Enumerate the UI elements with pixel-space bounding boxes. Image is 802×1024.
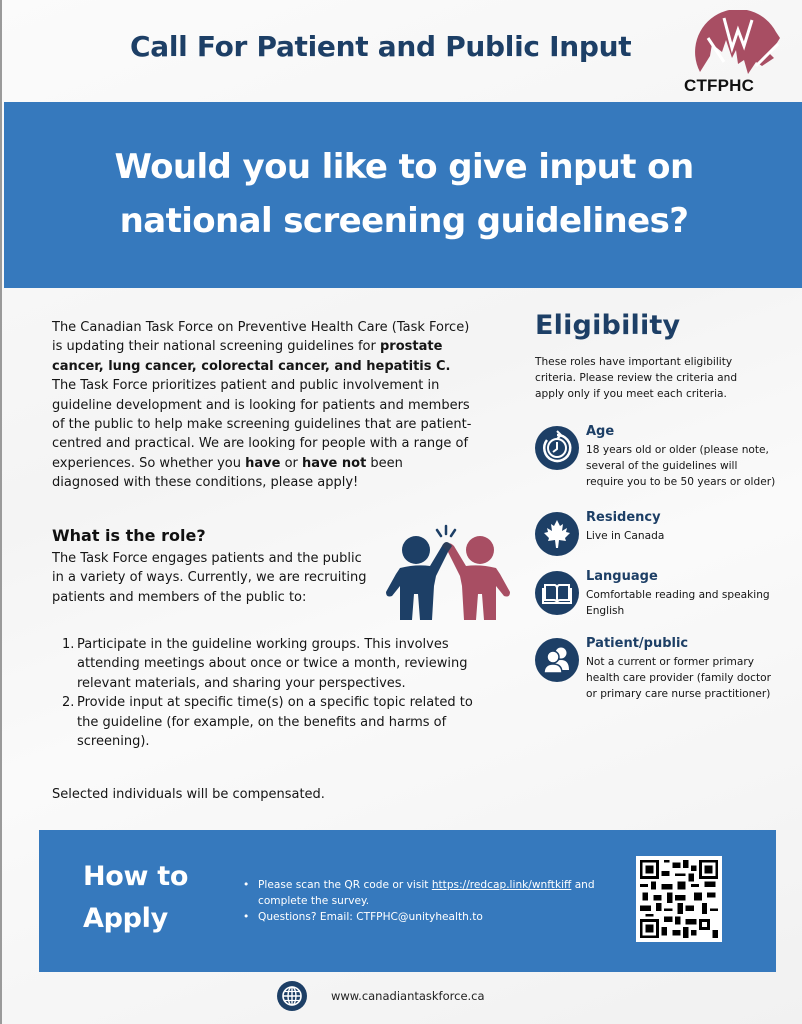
- apply-step: [241, 877, 601, 909]
- banner-title: [4, 140, 802, 248]
- role-options-list: [62, 635, 482, 751]
- criterion-title: Patient/public: [586, 636, 689, 651]
- role-option: [62, 635, 482, 693]
- apply-heading: [83, 856, 188, 940]
- header: [2, 0, 802, 102]
- emphasis-have: have: [245, 455, 281, 471]
- list-number: 2.: [62, 695, 75, 711]
- intro-text: The Canadian Task Force on Preventive Health Care (Task Force) is updating their national screening guidelines for: [52, 320, 470, 355]
- criterion-title: Language: [586, 569, 658, 584]
- banner-line-1: Would you like to give input on: [114, 147, 694, 187]
- book-icon: [535, 571, 579, 615]
- role-option-text: Participate in the guideline working groups. This involves attending meetings about once or twice a month, reviewing relevant materials, and sharing your perspectives.: [77, 637, 468, 691]
- apply-step-text: Please scan the QR code or visit: [258, 879, 432, 891]
- list-number: 1.: [62, 637, 75, 652]
- maple-leaf-arc-icon: [688, 10, 788, 80]
- qr-code[interactable]: [636, 856, 722, 942]
- criterion-text: Not a current or former primary health care provider (family doctor or primary care nurse practitioner): [586, 656, 771, 700]
- page-title: Call For Patient and Public Input: [130, 30, 632, 63]
- intro-text: been diagnosed with these conditions, please apply!: [52, 455, 403, 491]
- eligibility-description: These roles have important eligibility criteria. Please review the criteria and apply only if you meet each criteria.: [535, 356, 738, 400]
- apply-step: [241, 909, 601, 925]
- criterion-text: Comfortable reading and speaking English: [586, 589, 770, 617]
- emphasis-have-not: have not: [302, 455, 367, 471]
- people-icon: [535, 638, 579, 682]
- role-option-text: Provide input at specific time(s) on a specific topic related to the guideline (for example, on the benefits and harms of screening).: [77, 695, 473, 750]
- high-five-icon: [380, 524, 516, 620]
- criterion-title: Age: [586, 424, 615, 439]
- hero-banner: [4, 102, 802, 288]
- apply-heading-line-2: Apply: [83, 903, 168, 934]
- conditions-list: prostate cancer, lung cancer, colorectal cancer, and hepatitis C.: [52, 339, 451, 374]
- logo-text: CTFPHC: [684, 76, 755, 95]
- how-to-apply-panel: [39, 830, 776, 972]
- apply-heading-line-1: How to: [83, 861, 189, 892]
- contact-email-text: Questions? Email: CTFPHC@unityhealth.to: [258, 911, 483, 923]
- intro-text: or: [280, 455, 303, 471]
- clock-icon: [535, 426, 579, 470]
- apply-step-text: and complete the survey.: [258, 879, 595, 907]
- banner-line-2: national screening guidelines?: [119, 201, 689, 241]
- criterion-title: Residency: [586, 510, 661, 525]
- criterion-text: Live in Canada: [586, 530, 665, 542]
- bullet: •: [243, 879, 250, 891]
- website-link[interactable]: www.canadiantaskforce.ca: [331, 989, 485, 1003]
- criterion-text: 18 years old or older (please note, several of the guidelines will require you to be 50 years or older): [586, 444, 776, 488]
- role-description: The Task Force engages patients and the public in a variety of ways. Currently, we are recruiting patients and members of the public to:: [52, 551, 367, 605]
- compensation-note: Selected individuals will be compensated.: [52, 787, 325, 802]
- role-heading: What is the role?: [52, 526, 206, 545]
- survey-link[interactable]: https://redcap.link/wnftkiff: [431, 879, 572, 891]
- ctfphc-logo: [674, 10, 794, 98]
- eligibility-heading: Eligibility: [535, 310, 681, 341]
- maple-leaf-icon: [535, 512, 579, 556]
- intro-paragraph: [52, 318, 472, 493]
- role-option: [62, 693, 482, 751]
- intro-text: The Task Force prioritizes patient and public involvement in guideline development and is looking for patients and members of the public to help make screening guidelines that are patient-centred and practical. We are looking for people with a range of experiences. So whether you: [52, 378, 472, 471]
- bullet: •: [243, 911, 250, 923]
- apply-instructions: [241, 877, 601, 925]
- globe-icon: [277, 981, 307, 1011]
